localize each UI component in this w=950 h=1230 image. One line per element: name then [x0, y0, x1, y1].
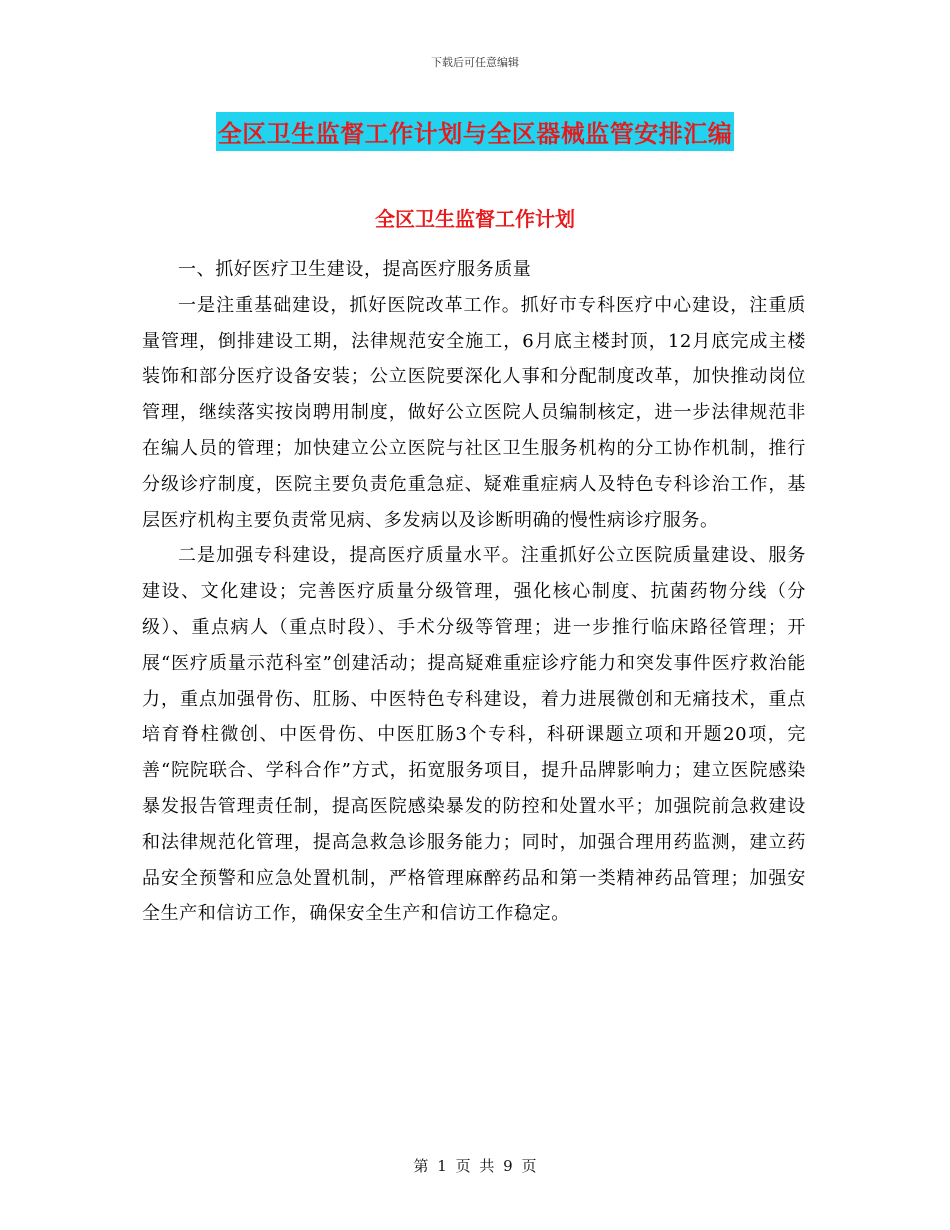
section-title: 全区卫生监督工作计划 [375, 207, 575, 231]
page-footer: 第 1 页 共 9 页 [413, 1157, 537, 1175]
paragraph: 二是加强专科建设，提高医疗质量水平。注重抓好公立医院质量建设、服务建设、文化建设；完善医疗质量分级管理，强化核心制度、抗菌药物分线（分级）、重点病人（重点时段）、手术分级等管理；进一步推行临床路径管理；开展“医疗质量示范科室”创建活动；提高疑难重症诊疗能力和突发事件医疗救治能力，重点加强骨伤、肛肠、中医特色专科建设，着力进展微创和无痛技术，重点培育脊柱微创、中医骨伤、中医肛肠3个专科，科研课题立项和开题20项，完善“院院联合、学科合作”方式，拓宽服务项目，提升品牌影响力；建立医院感染暴发报告管理责任制，提高医院感染暴发的防控和处置水平；加强院前急救建设和法律规范化管理，提高急救急诊服务能力；同时，加强合理用药监测，建立药品安全预警和应急处置机制，严格管理麻醉药品和第一类精神药品管理；加强安全生产和信访工作，确保安全生产和信访工作稳定。 [142, 545, 806, 925]
document-title: 全区卫生监督工作计划与全区器械监管安排汇编 [216, 112, 735, 151]
paragraph: 一是注重基础建设，抓好医院改革工作。抓好市专科医疗中心建设，注重质量管理，倒排建设工期，法律规范安全施工，6月底主楼封顶，12月底完成主楼装饰和部分医疗设备安装；公立医院要深化人事和分配制度改革，加快推动岗位管理，继续落实按岗聘用制度，做好公立医院人员编制核定，进一步法律规范非在编人员的管理；加快建立公立医院与社区卫生服务机构的分工协作机制，推行分级诊疗制度，医院主要负责危重急症、疑难重症病人及特色专科诊治工作，基层医疗机构主要负责常见病、多发病以及诊断明确的慢性病诊疗服务。 [142, 294, 806, 531]
section-heading: 一、抓好医疗卫生建设，提高医疗服务质量 [178, 259, 532, 280]
document-title-block [0, 112, 950, 151]
document-body [142, 252, 806, 932]
header-note: 下载后可任意编辑 [431, 56, 519, 69]
